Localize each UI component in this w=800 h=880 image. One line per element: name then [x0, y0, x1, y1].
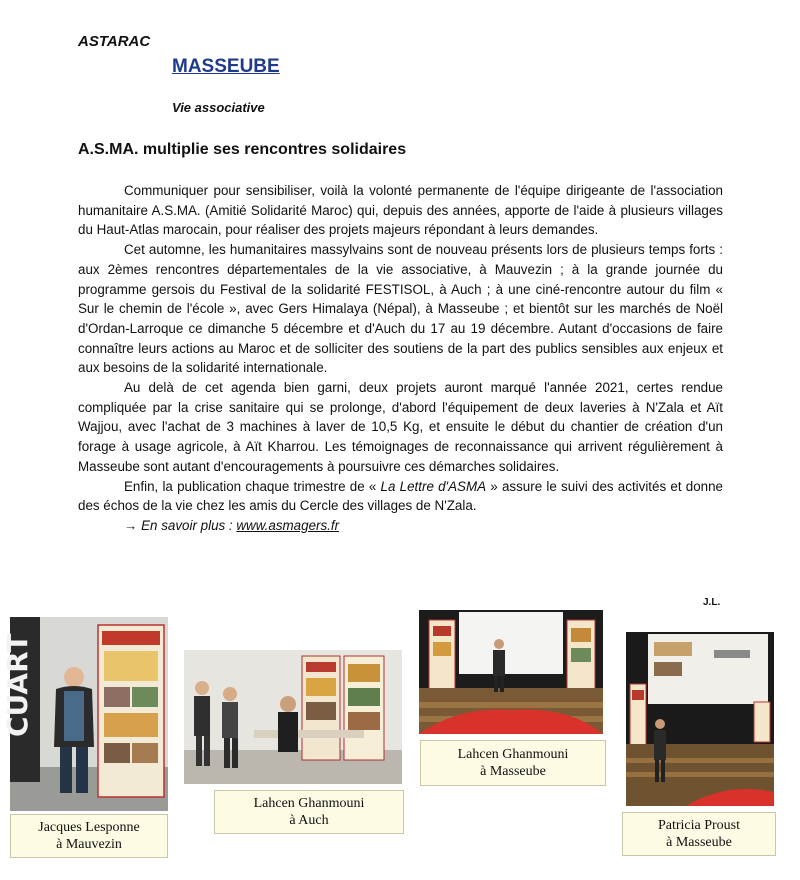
- article-body: [78, 181, 723, 536]
- town-heading: MASSEUBE: [172, 56, 280, 77]
- paragraph-1: Communiquer pour sensibiliser, voilà la volonté permanente de l'équipe dirigeante de l'association humanitaire A.S.MA. (Amitié Solidarité Maroc) qui, depuis des années, apporte de l'aide à plusieurs villages du Haut-Atlas marocain, pour réaliser des projets majeurs répondant à leurs demandes.: [78, 183, 723, 238]
- paragraph-4-end: » assure le suivi des activités et donne des échos de la vie chez les amis du Cercle des villages de N'Zala.: [78, 478, 724, 514]
- article-title: A.S.MA. multiplie ses rencontres solidaires: [78, 141, 407, 158]
- caption-place: à Mauvezin: [56, 837, 122, 852]
- caption-mauvezin: [10, 814, 168, 858]
- more-info-line: [78, 516, 723, 536]
- caption-masseube-1: [420, 740, 606, 786]
- section-label: ASTARAC: [78, 33, 151, 50]
- photo-auch: [184, 650, 402, 784]
- photo-masseube-cinema: [626, 632, 774, 806]
- caption-masseube-2: [622, 812, 776, 856]
- caption-name: Patricia Proust: [657, 818, 741, 833]
- caption-place: à Masseube: [480, 764, 546, 779]
- author-initials: J.L.: [703, 597, 721, 608]
- paragraph-3: Au delà de cet agenda bien garni, deux projets auront marqué l'année 2021, certes rendue compliquée par la crise sanitaire qui se prolonge, d'abord l'équipement de deux laveries à N'Zala et Aït Wajjou, avec l'achat de 3 machines à laver de 10,5 Kg, et ensuite le début du chantier de création d'un forage à usage agricole, à Aït Kharrou. Les témoignages de reconnaissance qui arrivent régulièrement à Masseube sont autant d'encouragements à poursuivre ces démarches solidaires.: [78, 380, 723, 474]
- paragraph-4-start: Enfin, la publication chaque trimestre de «: [124, 478, 381, 494]
- caption-auch: [214, 790, 404, 834]
- paragraph-4: [78, 477, 723, 516]
- website-link[interactable]: www.asmagers.fr: [236, 517, 340, 533]
- caption-place: à Masseube: [666, 835, 732, 850]
- caption-name: Lahcen Ghanmouni: [253, 796, 365, 811]
- paragraph-2: Cet automne, les humanitaires massylvains sont de nouveau présents lors de plusieurs temps forts : aux 2èmes rencontres départementales de la vie associative, à Mauvezin ; à la grande journée du programme gersois du Festival de la solidarité FESTISOL, à Auch ; à une ciné-rencontre autour du film « Sur le chemin de l'école », avec Gers Himalaya (Népal), à Masseube ; et bientôt sur les marchés de Noël d'Ordan-Larroque ce dimanche 5 décembre et d'Auch du 17 au 19 décembre. Autant d'occasions de faire connaître leurs actions au Maroc et de solliciter des soutiens de la part des publics sensibles aux enjeux et aux besoins de la solidarité internationale.: [78, 242, 723, 376]
- photo-masseube-stage: [419, 610, 603, 734]
- caption-name: Jacques Lesponne: [38, 820, 140, 835]
- newsletter-title: La Lettre d'ASMA: [380, 478, 487, 494]
- caption-name: Lahcen Ghanmouni: [457, 747, 569, 762]
- rubric-label: Vie associative: [172, 100, 265, 115]
- caption-place: à Auch: [289, 813, 329, 828]
- banner-text: CUART: [1, 633, 34, 737]
- more-info-label: → En savoir plus :: [124, 517, 237, 533]
- photo-mauvezin: [1, 617, 168, 811]
